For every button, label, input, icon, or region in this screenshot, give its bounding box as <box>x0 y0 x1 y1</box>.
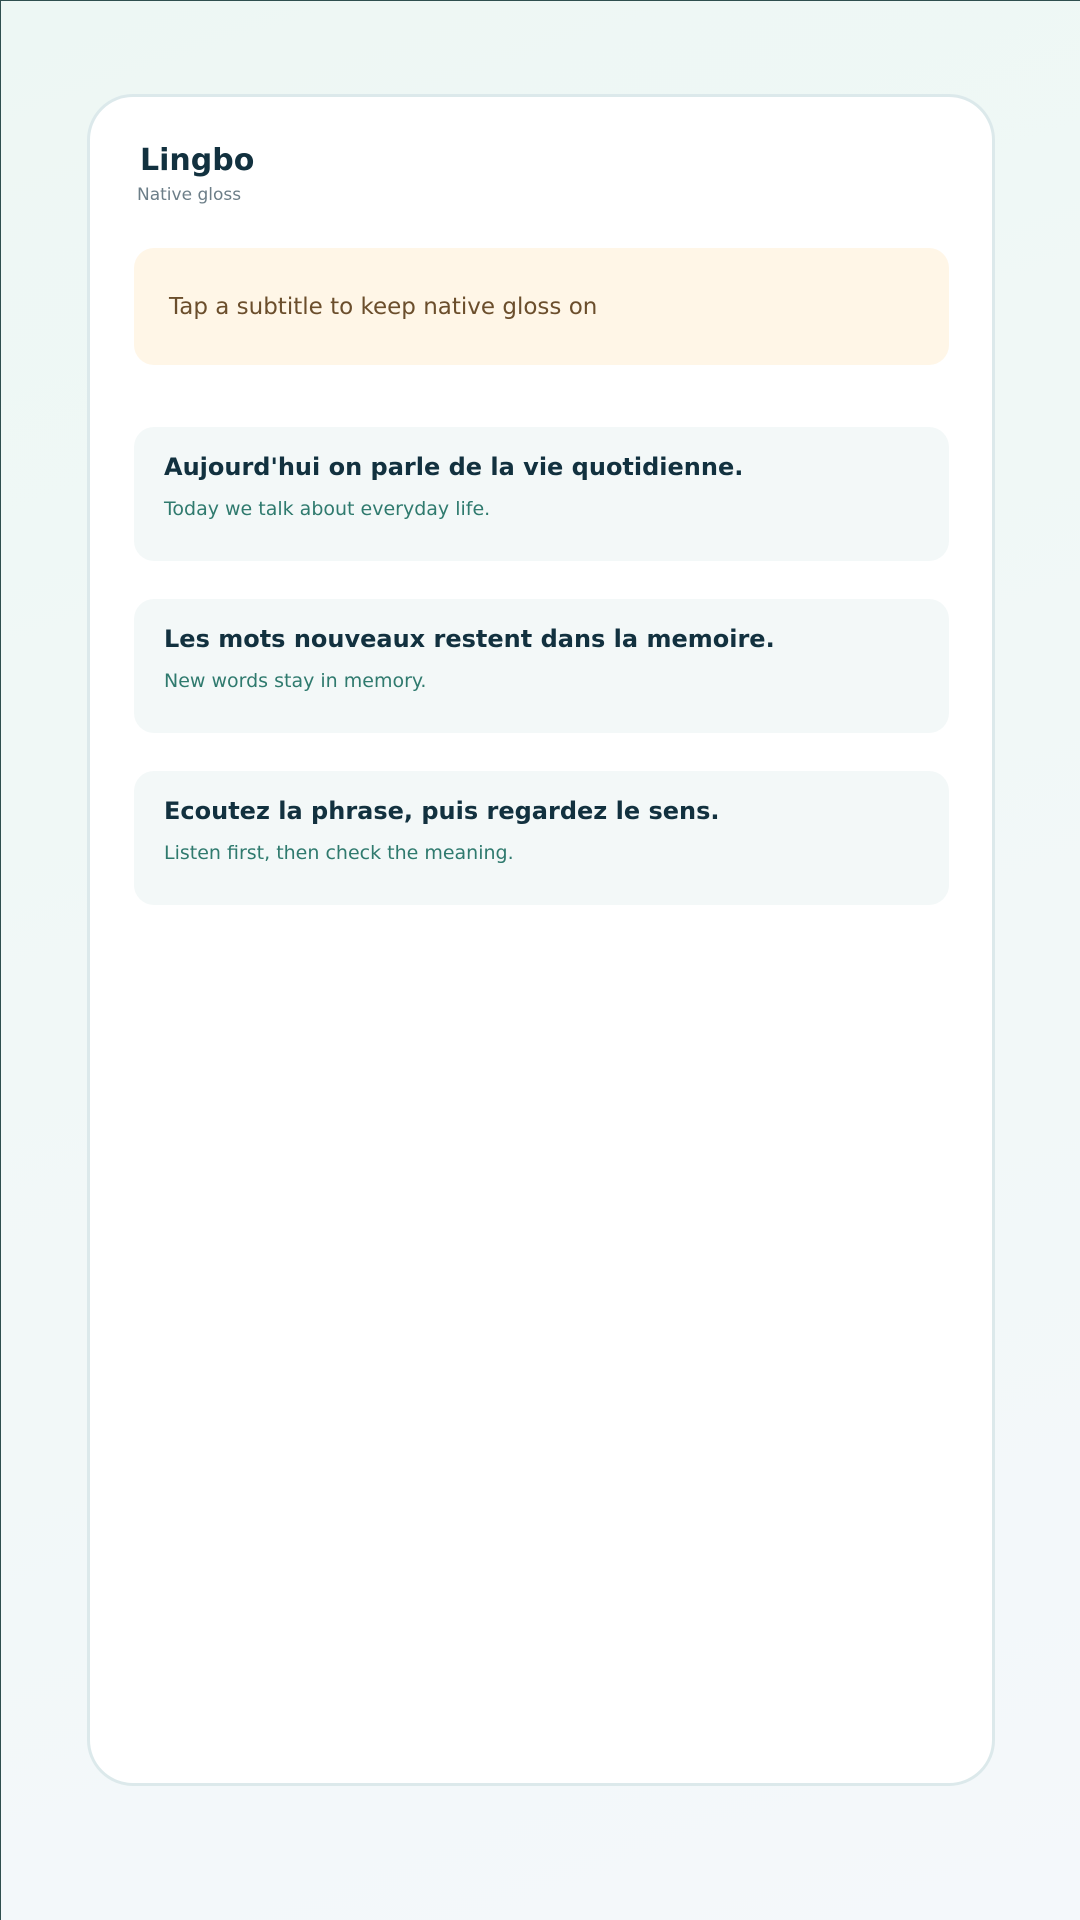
hint-banner[interactable] <box>134 248 949 365</box>
app-title: Lingbo <box>140 143 255 178</box>
subtitle-original-text: Aujourd'hui on parle de la vie quotidienne. <box>164 453 744 481</box>
subtitle-gloss-text: Listen first, then check the meaning. <box>164 841 514 864</box>
subtitle-original-text: Les mots nouveaux restent dans la memoire. <box>164 625 775 653</box>
subtitle-card[interactable] <box>134 599 949 733</box>
app-panel <box>87 94 995 1786</box>
subtitle-gloss-text: New words stay in memory. <box>164 669 427 692</box>
subtitle-original-text: Ecoutez la phrase, puis regardez le sens. <box>164 797 720 825</box>
hint-text: Tap a subtitle to keep native gloss on <box>169 293 598 320</box>
subtitle-card[interactable] <box>134 771 949 905</box>
app-subtitle: Native gloss <box>137 185 242 205</box>
subtitle-gloss-text: Today we talk about everyday life. <box>164 497 491 520</box>
subtitle-card[interactable] <box>134 427 949 561</box>
subtitle-list <box>134 427 949 943</box>
